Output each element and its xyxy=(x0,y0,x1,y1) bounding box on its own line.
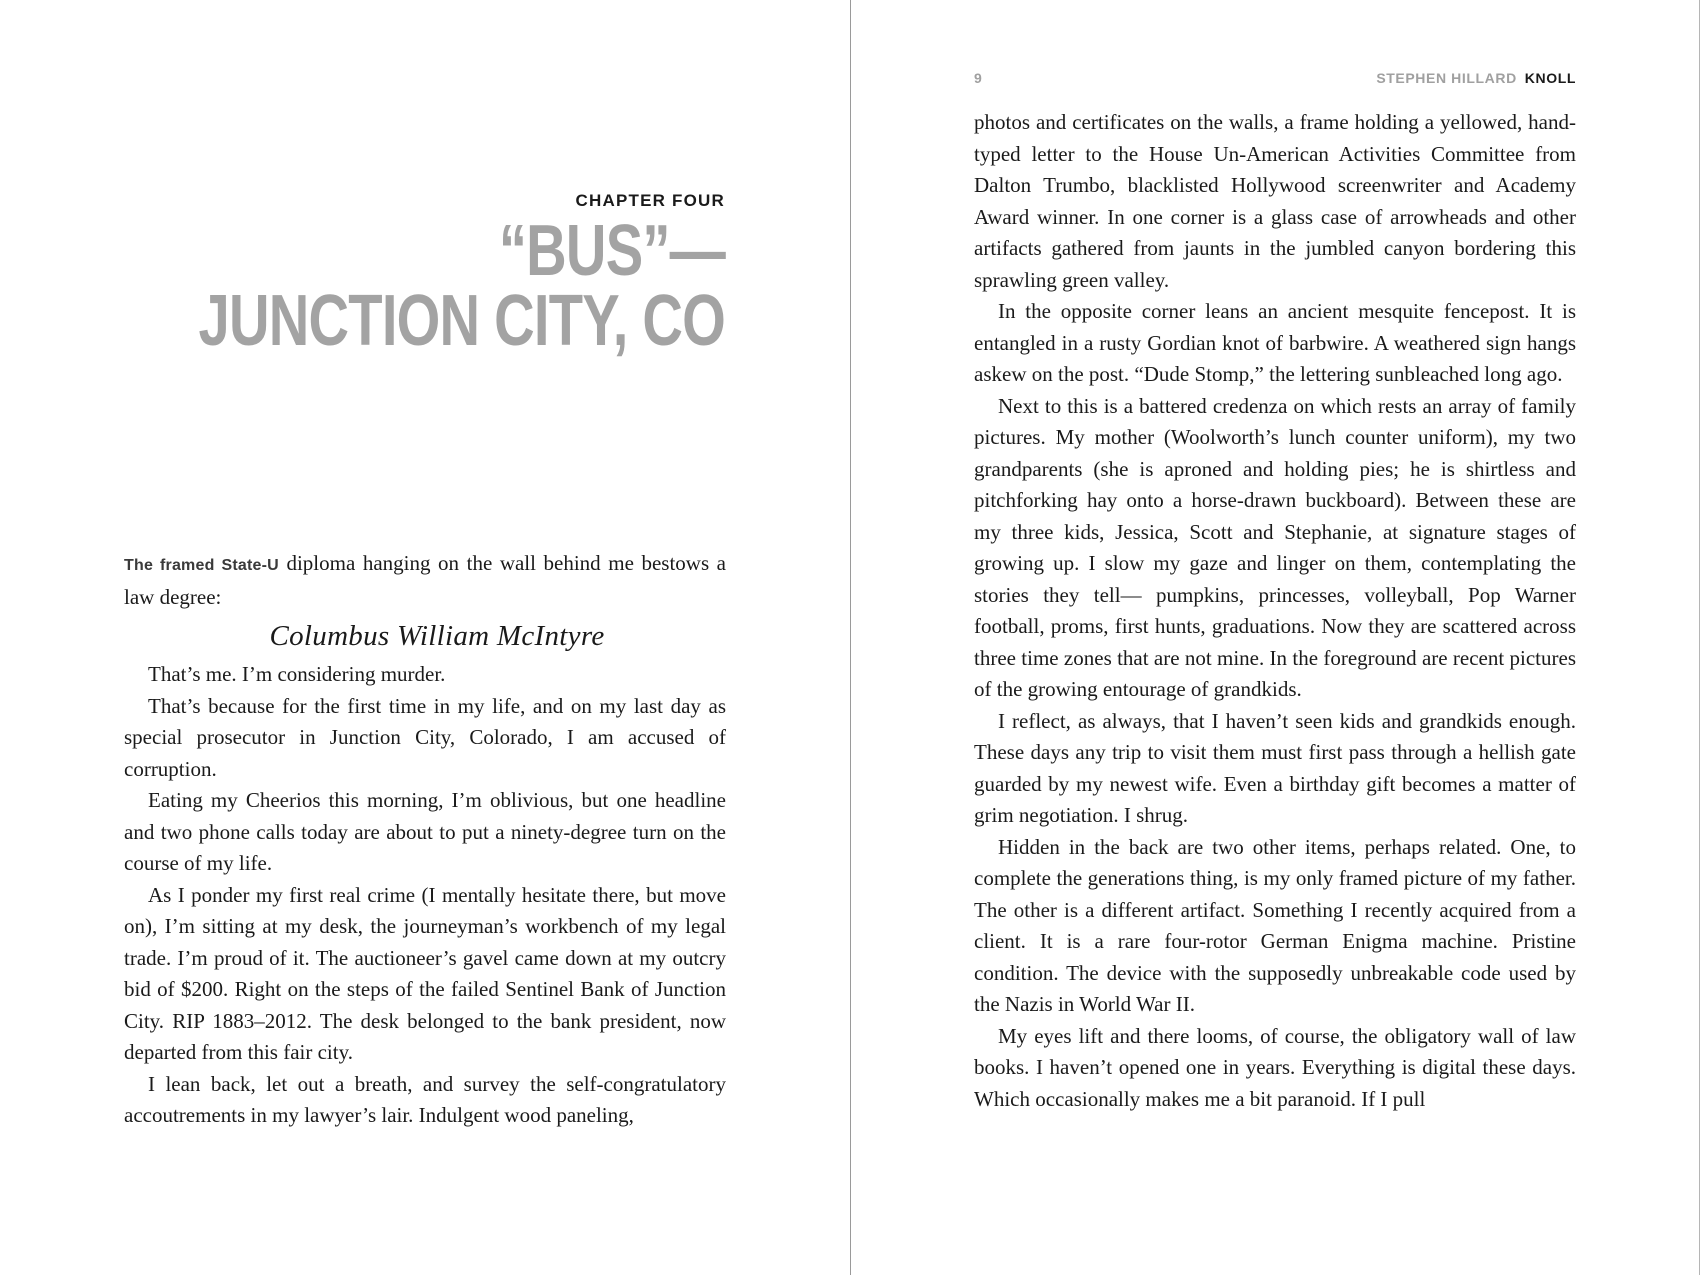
paragraph: As I ponder my first real crime (I mentally hesitate there, but move on), I’m sitting at my desk, the journeyman’s workbench of my legal trade. I’m proud of it. The auctioneer’s gavel came down at my outcry bid of $200. Right on the steps of the failed Sentinel Bank of Junction City. RIP 1883–2012. The desk belonged to the bank president, now departed from this fair city. xyxy=(124,882,726,1064)
paragraph: That’s because for the first time in my life, and on my last day as special prosecutor in Junction City, Colorado, I am accused of corruption. xyxy=(124,693,726,781)
page-number: 9 xyxy=(974,70,983,86)
paragraph: That’s me. I’m considering murder. xyxy=(148,662,446,686)
continuation-paragraph: photos and certificates on the walls, a frame holding a yellowed, hand-typed letter to the House Un-American Activities Committee from Dalton Trumbo, blacklisted Hollywood screenwriter and Academy Award winner. In one corner is a glass case of arrowheads and other artifacts gathered from jaunts in the jumbled canyon bordering this sprawling green valley. xyxy=(974,110,1576,292)
paragraph: Hidden in the back are two other items, perhaps related. One, to complete the generations thing, is my only framed picture of my father. The other is a different artifact. Something I recently acquired from a client. It is a rare four-rotor German Enigma machine. Pristine condition. The device with the supposedly unbreakable code used by the Nazis in World War II. xyxy=(974,834,1576,1016)
paragraph: My eyes lift and there looms, of course, the obligatory wall of law books. I haven’t opened one in years. Everything is digital these days. Which occasionally makes me a bit paranoid. If I pull xyxy=(974,1023,1576,1111)
paragraph: In the opposite corner leans an ancient mesquite fencepost. It is entangled in a rusty Gordian knot of barbwire. A weathered sign hangs askew on the post. “Dude Stomp,” the lettering sunbleached long ago. xyxy=(974,299,1576,386)
paragraph: I lean back, let out a breath, and survey the self-congratulatory accoutrements in my lawyer’s lair. Indulgent wood paneling, xyxy=(124,1071,726,1127)
opening-lead: The framed State-U xyxy=(124,557,279,574)
chapter-heading xyxy=(50,190,725,361)
chapter-title-line-1: “BUS”— xyxy=(498,211,725,291)
opening-text: diploma hanging on the wall behind me bestows a law degree: xyxy=(124,551,726,609)
chapter-label: CHAPTER FOUR xyxy=(575,191,725,210)
diploma-signature: Columbus William McIntyre xyxy=(269,620,605,652)
running-head-title: KNOLL xyxy=(1524,70,1576,86)
running-head-right xyxy=(1376,70,1576,86)
chapter-title xyxy=(198,211,725,361)
chapter-title-line-2: JUNCTION CITY, CO xyxy=(198,281,725,361)
paragraph: Next to this is a battered credenza on which rests an array of family pictures. My mother (Woolworth’s lunch counter uniform), my two grandparents (she is aproned and holding pies; he is shirtless and pitchforking hay onto a horse-drawn buckboard). Between these are my three kids, Jessica, Scott and Stephanie, at signature stages of growing up. I slow my gaze and linger on them, contemplating the stories they tell— pumpkins, princesses, volleyball, Pop Warner football, proms, first hunts, graduations. Now they are scattered across three time zones that are not mine. In the foreground are recent pictures of the growing entourage of grandkids. xyxy=(974,393,1576,701)
paragraph: Eating my Cheerios this morning, I’m oblivious, but one headline and two phone calls today are about to put a ninety-degree turn on the course of my life. xyxy=(124,788,726,875)
paragraph: I reflect, as always, that I haven’t seen kids and grandkids enough. These days any trip to visit them must first pass through a hellish gate guarded by my newest wife. Even a birthday gift becomes a matter of grim negotiation. I shrug. xyxy=(974,708,1576,827)
left-body-text xyxy=(124,548,726,1132)
opening-paragraph xyxy=(124,548,726,613)
right-body-text xyxy=(974,107,1576,1115)
running-head-author: STEPHEN HILLARD xyxy=(1376,70,1517,86)
running-head xyxy=(974,70,1576,90)
